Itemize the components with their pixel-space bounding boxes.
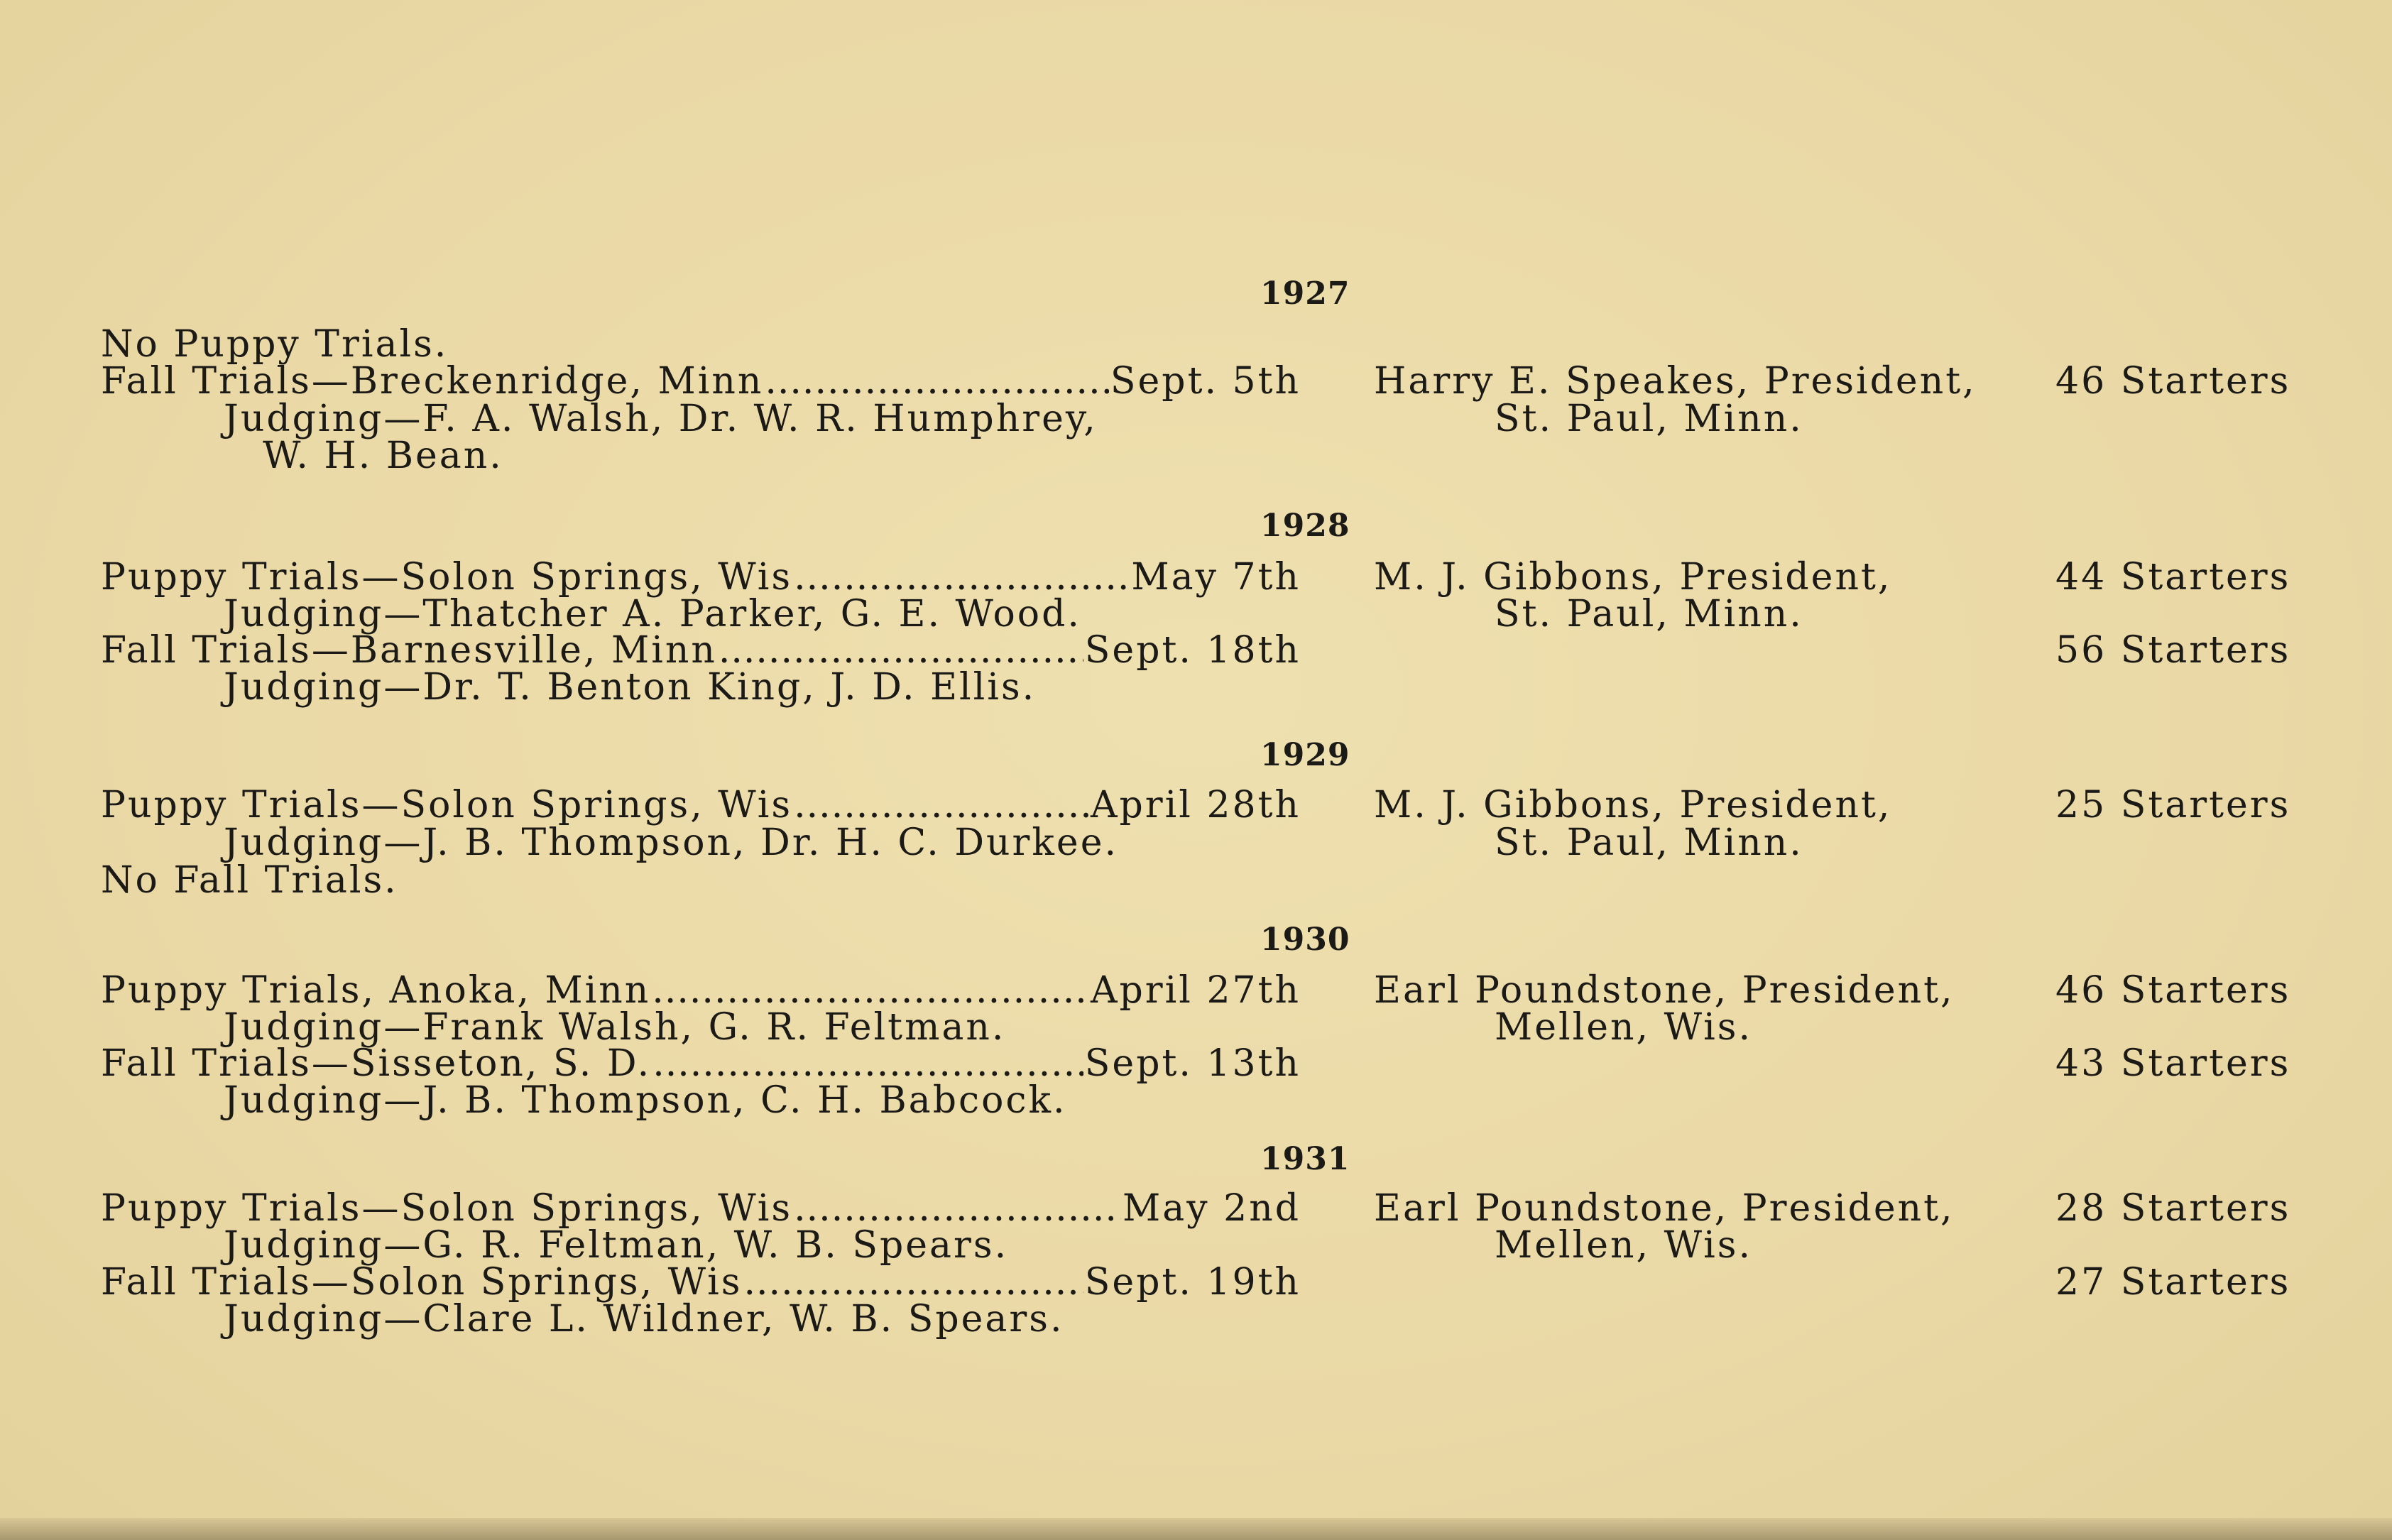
trial-line (101, 1042, 1301, 1085)
leader-dots (794, 784, 1089, 826)
leader-dots (794, 1187, 1121, 1230)
year-heading: 1929 (1260, 737, 1350, 773)
trial-date: Sept. 18th (1084, 629, 1301, 672)
leader-dots (652, 1042, 1083, 1085)
president: Earl Poundstone, President, (1374, 1187, 1955, 1230)
trial-line (101, 360, 1301, 403)
trial-line (101, 969, 1301, 1012)
no-fall-trials-line: No Fall Trials. (101, 859, 398, 902)
trial-line (101, 1187, 1301, 1230)
leader-dots (765, 360, 1109, 403)
leader-dots (744, 1261, 1083, 1304)
president-location: St. Paul, Minn. (1495, 821, 1803, 864)
judging-line: Judging—Frank Walsh, G. R. Feltman. (224, 1006, 1006, 1049)
trial-event: Puppy Trials—Solon Springs, Wis (101, 1187, 793, 1230)
trial-line (101, 556, 1301, 599)
starters-count: 46 Starters (2055, 360, 2291, 403)
starters-count: 43 Starters (2055, 1042, 2291, 1085)
trial-line (101, 629, 1301, 672)
leader-dots (652, 969, 1089, 1012)
trial-line (101, 784, 1301, 826)
trial-event: Fall Trials—Breckenridge, Minn (101, 360, 764, 403)
judging-line: Judging—G. R. Feltman, W. B. Spears. (224, 1224, 1009, 1267)
year-heading: 1928 (1260, 508, 1350, 544)
judging-line-continued: W. H. Bean. (263, 435, 503, 477)
trial-date: May 2nd (1122, 1187, 1301, 1230)
page-bottom-edge (0, 1518, 2392, 1540)
judging-line: Judging—J. B. Thompson, Dr. H. C. Durkee. (224, 821, 1118, 864)
president: M. J. Gibbons, President, (1374, 784, 1892, 826)
trial-date: April 27th (1090, 969, 1301, 1012)
starters-count: 27 Starters (2055, 1261, 2291, 1304)
president: M. J. Gibbons, President, (1374, 556, 1892, 599)
trial-event: Puppy Trials—Solon Springs, Wis (101, 556, 793, 599)
president: Harry E. Speakes, President, (1374, 360, 1977, 403)
starters-count: 44 Starters (2055, 556, 2291, 599)
trial-date: May 7th (1131, 556, 1301, 599)
judging-line: Judging—Clare L. Wildner, W. B. Spears. (224, 1298, 1064, 1340)
president: Earl Poundstone, President, (1374, 969, 1955, 1012)
starters-count: 46 Starters (2055, 969, 2291, 1012)
trial-date: Sept. 5th (1110, 360, 1301, 403)
trial-line (101, 1261, 1301, 1304)
leader-dots (719, 629, 1083, 672)
leader-dots (794, 556, 1130, 599)
starters-count: 56 Starters (2055, 629, 2291, 672)
judging-line: Judging—J. B. Thompson, C. H. Babcock. (224, 1079, 1067, 1122)
president-location: St. Paul, Minn. (1495, 398, 1803, 440)
president-location: St. Paul, Minn. (1495, 593, 1803, 635)
year-heading: 1931 (1260, 1141, 1350, 1177)
no-puppy-trials-line: No Puppy Trials. (101, 323, 449, 366)
judging-line: Judging—Dr. T. Benton King, J. D. Ellis. (224, 666, 1037, 709)
trial-date: Sept. 13th (1084, 1042, 1301, 1085)
trial-event: Fall Trials—Barnesville, Minn (101, 629, 717, 672)
year-heading: 1930 (1260, 922, 1350, 958)
trial-event: Fall Trials—Sisseton, S. D. (101, 1042, 652, 1085)
trial-event: Puppy Trials, Anoka, Minn (101, 969, 651, 1012)
judging-line: Judging—Thatcher A. Parker, G. E. Wood. (224, 593, 1081, 635)
trial-date: Sept. 19th (1084, 1261, 1301, 1304)
trial-date: April 28th (1090, 784, 1301, 826)
judging-line: Judging—F. A. Walsh, Dr. W. R. Humphrey, (224, 398, 1098, 440)
president-location: Mellen, Wis. (1495, 1006, 1752, 1049)
year-heading: 1927 (1260, 275, 1350, 312)
starters-count: 25 Starters (2055, 784, 2291, 826)
trial-event: Puppy Trials—Solon Springs, Wis (101, 784, 793, 826)
starters-count: 28 Starters (2055, 1187, 2291, 1230)
trial-event: Fall Trials—Solon Springs, Wis (101, 1261, 743, 1304)
president-location: Mellen, Wis. (1495, 1224, 1752, 1267)
